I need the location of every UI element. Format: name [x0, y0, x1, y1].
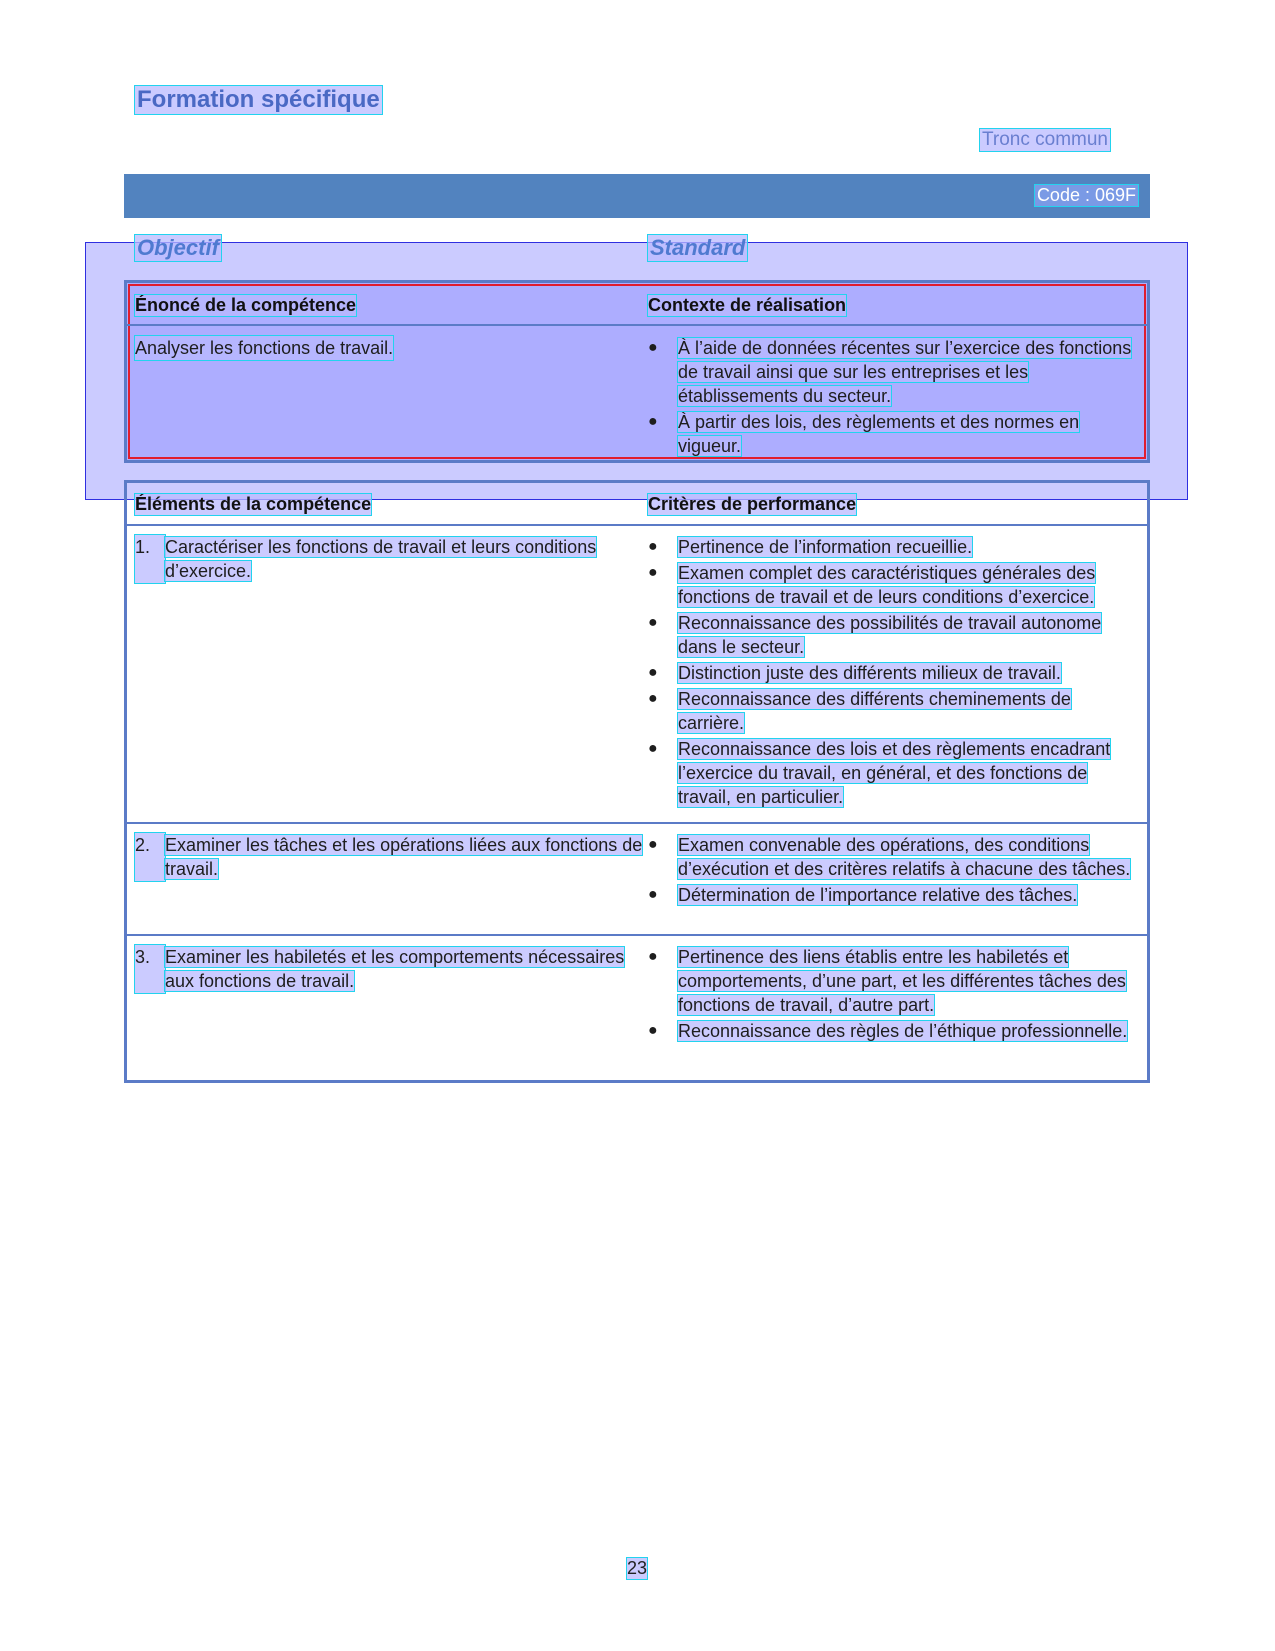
code-bar: [124, 174, 1150, 218]
bullet-icon: ●: [648, 836, 658, 853]
criterion: Examen complet des caractéristiques générales des fonctions de travail et de leurs conditions d’exercice.: [678, 563, 1096, 607]
list-item: [648, 410, 1138, 458]
contexte-item: À l’aide de données récentes sur l’exercice des fonctions de travail ainsi que sur les entreprises et les établissements du secteur.: [678, 338, 1132, 406]
criterion: Pertinence des liens établis entre les habiletés et comportements, d’une part, et les différentes tâches des fonctions de travail, d’autre part.: [678, 947, 1126, 1015]
divider: [127, 324, 1147, 326]
standard-heading: Standard: [650, 235, 746, 260]
list-item: [648, 1019, 1138, 1043]
page-number: 23: [627, 1558, 648, 1578]
list-item: [648, 833, 1138, 881]
criterion: Reconnaissance des règles de l’éthique professionnelle.: [678, 1021, 1128, 1041]
element-text: Examiner les tâches et les opérations liées aux fonctions de travail.: [165, 835, 643, 879]
criterion: Pertinence de l’information recueillie.: [678, 537, 973, 557]
enonce-text: Analyser les fonctions de travail.: [135, 338, 394, 358]
contexte-list: [648, 336, 1138, 460]
contexte-item: À partir des lois, des règlements et des normes en vigueur.: [678, 412, 1080, 456]
criterion: Reconnaissance des possibilités de travail autonome dans le secteur.: [678, 613, 1102, 657]
bullet-icon: ●: [648, 614, 658, 631]
criterion: Détermination de l’importance relative des tâches.: [678, 885, 1078, 905]
criterion: Distinction juste des différents milieux de travail.: [678, 663, 1061, 683]
divider: [127, 934, 1147, 936]
bullet-icon: ●: [648, 886, 658, 903]
element-text: Caractériser les fonctions de travail et leurs conditions d’exercice.: [165, 537, 597, 581]
criterion: Reconnaissance des lois et des règlements encadrant l’exercice du travail, en général, et des fonctions de travail, en particulier.: [678, 739, 1111, 807]
enonce-label: Énoncé de la compétence: [135, 295, 357, 315]
criteres-label: Critères de performance: [648, 494, 857, 514]
list-item: [648, 661, 1138, 685]
table-row: [135, 833, 655, 881]
row-number: 2.: [135, 833, 165, 881]
divider: [127, 822, 1147, 824]
bullet-icon: ●: [648, 690, 658, 707]
list-item: [648, 611, 1138, 659]
bullet-icon: ●: [648, 948, 658, 965]
list-item: [648, 687, 1138, 735]
bullet-icon: ●: [648, 538, 658, 555]
list-item: [648, 883, 1138, 907]
criteria-list: [648, 833, 1138, 909]
table-row: [135, 535, 655, 583]
bullet-icon: ●: [648, 339, 658, 356]
list-item: [648, 945, 1138, 1017]
bullet-icon: ●: [648, 664, 658, 681]
program-label: Tronc commun: [982, 129, 1108, 150]
criteria-list: [648, 535, 1138, 811]
divider: [127, 524, 1147, 526]
criterion: Examen convenable des opérations, des conditions d’exécution et des critères relatifs à chacune des tâches.: [678, 835, 1131, 879]
row-number: 3.: [135, 945, 165, 993]
list-item: [648, 737, 1138, 809]
course-code: Code : 069F: [1036, 185, 1136, 205]
list-item: [648, 535, 1138, 559]
table-row: [135, 945, 655, 993]
row-number: 1.: [135, 535, 165, 583]
element-text: Examiner les habiletés et les comportements nécessaires aux fonctions de travail.: [165, 947, 625, 991]
elements-label: Éléments de la compétence: [135, 494, 372, 514]
list-item: [648, 561, 1138, 609]
criteria-list: [648, 945, 1138, 1045]
criterion: Reconnaissance des différents cheminements de carrière.: [678, 689, 1071, 733]
bullet-icon: ●: [648, 740, 658, 757]
contexte-label: Contexte de réalisation: [648, 295, 847, 315]
list-item: [648, 336, 1138, 408]
objectif-heading: Objectif: [137, 235, 219, 260]
bullet-icon: ●: [648, 564, 658, 581]
page-title: Formation spécifique: [137, 86, 380, 113]
bullet-icon: ●: [648, 413, 658, 430]
bullet-icon: ●: [648, 1022, 658, 1039]
